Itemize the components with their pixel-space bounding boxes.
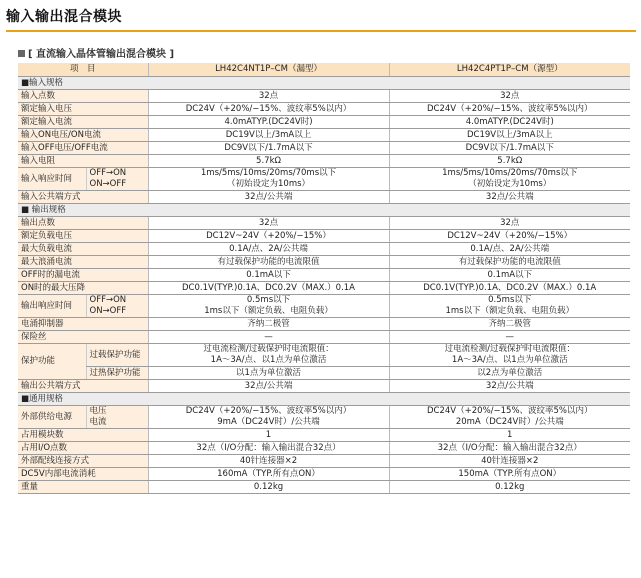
table-row — [18, 442, 630, 455]
row-sublabel: OFF→ON ON→OFF — [86, 295, 148, 318]
row-label: 占用模块数 — [18, 429, 148, 442]
table-row — [18, 90, 630, 103]
table-row — [18, 191, 630, 204]
table-row — [18, 295, 630, 318]
cell-value: 过电流检测/过载保护时电流限值： 1A～3A/点、以1点为单位激活 — [389, 344, 630, 367]
row-sublabel: 过热保护功能 — [86, 367, 148, 380]
cell-value: 过电流检测/过载保护时电流限值： 1A～3A/点、以1点为单位激活 — [148, 344, 389, 367]
cell-value: 32点 — [389, 90, 630, 103]
cell-value: DC19V以上/3mA以上 — [148, 129, 389, 142]
cell-value: DC0.1V(TYP.)0.1A、DC0.2V（MAX.）0.1A — [148, 282, 389, 295]
cell-value: 0.5ms以下 1ms以下（额定负载、电阻负载） — [389, 295, 630, 318]
cell-value: 5.7kΩ — [148, 155, 389, 168]
table-header-row — [18, 63, 630, 77]
table-row — [18, 129, 630, 142]
cell-value: 32点 — [148, 217, 389, 230]
cell-value: 0.12kg — [148, 481, 389, 494]
cell-value: DC9V以下/1.7mA以下 — [389, 142, 630, 155]
row-label: 输入响应时间 — [18, 168, 86, 191]
row-label: 额定输入电流 — [18, 116, 148, 129]
row-label: 输入ON电压/ON电流 — [18, 129, 148, 142]
row-sublabel: OFF→ON ON→OFF — [86, 168, 148, 191]
row-label: 输出公共端方式 — [18, 380, 148, 393]
row-label: 最大负载电流 — [18, 243, 148, 256]
cell-value: 40针连接器×2 — [389, 455, 630, 468]
cell-value: 0.1A/点、2A/公共端 — [148, 243, 389, 256]
table-row — [18, 282, 630, 295]
row-label: 保护功能 — [18, 344, 86, 380]
cell-value: — — [389, 331, 630, 344]
row-label: 重量 — [18, 481, 148, 494]
table-row — [18, 406, 630, 429]
section-heading-text: [ 直流输入晶体管输出混合模块 ] — [28, 49, 175, 60]
cell-value: DC24V（+20%/−15%、波纹率5%以内） 20mA（DC24V时）/公共端 — [389, 406, 630, 429]
table-row — [18, 269, 630, 282]
cell-value: 32点/公共端 — [389, 380, 630, 393]
cell-value: 150mA（TYP.所有点ON） — [389, 468, 630, 481]
cell-value: 4.0mATYP.(DC24V时) — [148, 116, 389, 129]
cell-value: 1ms/5ms/10ms/20ms/70ms以下 （初始设定为10ms） — [389, 168, 630, 191]
table-row — [18, 217, 630, 230]
table-row — [18, 142, 630, 155]
cell-value: 32点 — [148, 90, 389, 103]
row-label: 输入公共端方式 — [18, 191, 148, 204]
cell-value: 0.12kg — [389, 481, 630, 494]
row-label: 最大浪涌电流 — [18, 256, 148, 269]
row-label: 电涌抑制器 — [18, 318, 148, 331]
row-label: 输出点数 — [18, 217, 148, 230]
cell-value: 齐纳二极管 — [148, 318, 389, 331]
table-row — [18, 331, 630, 344]
cell-value: 32点/公共端 — [148, 380, 389, 393]
table-row — [18, 367, 630, 380]
cell-value: 0.1mA以下 — [148, 269, 389, 282]
row-label: 外部供给电源 — [18, 406, 86, 429]
cell-value: DC12V~24V（+20%/−15%） — [389, 230, 630, 243]
cell-value: 0.1mA以下 — [389, 269, 630, 282]
cell-value: DC9V以下/1.7mA以下 — [148, 142, 389, 155]
cell-value: DC24V（+20%/−15%、波纹率5%以内） — [148, 103, 389, 116]
cell-value: 有过载保护功能的电流限值 — [389, 256, 630, 269]
table-row — [18, 380, 630, 393]
table-row — [18, 318, 630, 331]
table-row — [18, 243, 630, 256]
cell-value: — — [148, 331, 389, 344]
header-model-sink: LH42C4NT1P–CM（漏型） — [148, 63, 389, 77]
table-row — [18, 116, 630, 129]
row-label: 外部配线连接方式 — [18, 455, 148, 468]
table-row — [18, 344, 630, 367]
row-sublabel: 过载保护功能 — [86, 344, 148, 367]
cell-value: 以2点为单位激活 — [389, 367, 630, 380]
cell-value: 5.7kΩ — [389, 155, 630, 168]
group-input-spec: ■输入规格 — [18, 77, 630, 90]
spec-table — [18, 63, 630, 494]
cell-value: 齐纳二极管 — [389, 318, 630, 331]
square-bullet-icon — [18, 50, 25, 57]
cell-value: 32点（I/O分配：输入输出混合32点） — [148, 442, 389, 455]
row-label: 输入点数 — [18, 90, 148, 103]
cell-value: 160mA（TYP.所有点ON） — [148, 468, 389, 481]
cell-value: 40针连接器×2 — [148, 455, 389, 468]
cell-value: 32点（I/O分配：输入输出混合32点） — [389, 442, 630, 455]
row-label: ON时的最大压降 — [18, 282, 148, 295]
row-label: 输入OFF电压/OFF电流 — [18, 142, 148, 155]
row-label: 保险丝 — [18, 331, 148, 344]
cell-value: 以1点为单位激活 — [148, 367, 389, 380]
header-item: 项 目 — [18, 63, 148, 77]
group-general-spec: ■通用规格 — [18, 393, 630, 406]
table-row — [18, 103, 630, 116]
cell-value: 有过载保护功能的电流限值 — [148, 256, 389, 269]
cell-value: 1ms/5ms/10ms/20ms/70ms以下 （初始设定为10ms） — [148, 168, 389, 191]
table-row — [18, 230, 630, 243]
cell-value: DC0.1V(TYP.)0.1A、DC0.2V（MAX.）0.1A — [389, 282, 630, 295]
table-row — [18, 168, 630, 191]
cell-value: 1 — [389, 429, 630, 442]
table-row — [18, 481, 630, 494]
cell-value: 32点/公共端 — [389, 191, 630, 204]
row-sublabel: 电压 电流 — [86, 406, 148, 429]
title-divider — [6, 30, 636, 32]
cell-value: 32点 — [389, 217, 630, 230]
cell-value: 0.5ms以下 1ms以下（额定负载、电阻负载） — [148, 295, 389, 318]
section-heading — [18, 45, 174, 60]
table-row — [18, 455, 630, 468]
group-output-spec: ■ 输出规格 — [18, 204, 630, 217]
row-label: 占用I/O点数 — [18, 442, 148, 455]
cell-value: 32点/公共端 — [148, 191, 389, 204]
table-row — [18, 155, 630, 168]
cell-value: 4.0mATYP.(DC24V时) — [389, 116, 630, 129]
table-row — [18, 429, 630, 442]
table-row — [18, 256, 630, 269]
row-label: OFF时的漏电流 — [18, 269, 148, 282]
cell-value: DC24V（+20%/−15%、波纹率5%以内） 9mA（DC24V时）/公共端 — [148, 406, 389, 429]
page-title: 输入输出混合模块 — [6, 9, 122, 25]
cell-value: DC19V以上/3mA以上 — [389, 129, 630, 142]
cell-value: DC12V~24V（+20%/−15%） — [148, 230, 389, 243]
header-model-source: LH42C4PT1P–CM（源型） — [389, 63, 630, 77]
table-row — [18, 468, 630, 481]
row-label: 额定输入电压 — [18, 103, 148, 116]
cell-value: DC24V（+20%/−15%、波纹率5%以内） — [389, 103, 630, 116]
row-label: 输出响应时间 — [18, 295, 86, 318]
cell-value: 0.1A/点、2A/公共端 — [389, 243, 630, 256]
row-label: 额定负载电压 — [18, 230, 148, 243]
row-label: DC5V内部电流消耗 — [18, 468, 148, 481]
row-label: 输入电阻 — [18, 155, 148, 168]
cell-value: 1 — [148, 429, 389, 442]
